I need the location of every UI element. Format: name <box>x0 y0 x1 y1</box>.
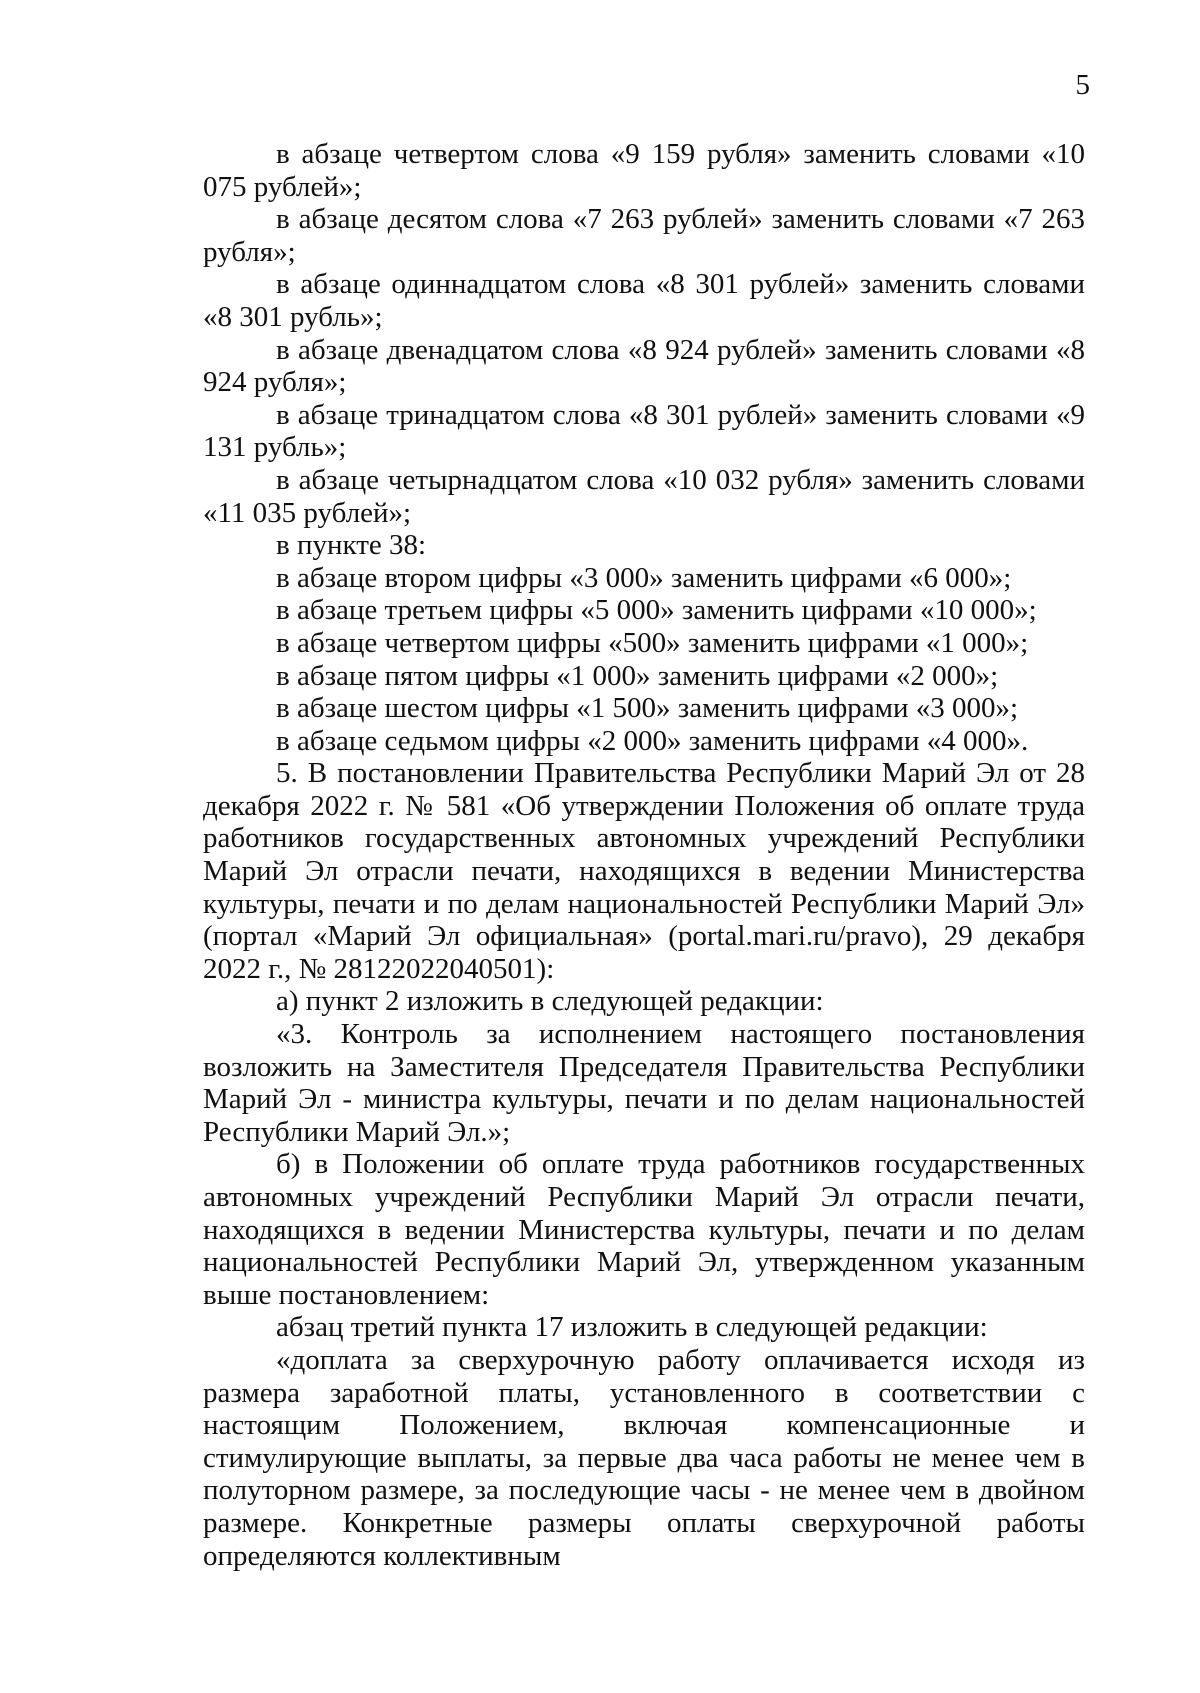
paragraph-abzac-12: в абзаце двенадцатом слова «8 924 рублей» заменить словами «8 924 рубля»; <box>203 333 1085 399</box>
paragraph-38-abzac-5: в абзаце пятом цифры «1 000» заменить цифрами «2 000»; <box>276 659 999 692</box>
paragraph-38-abzac-6: в абзаце шестом цифры «1 500» заменить цифрами «3 000»; <box>276 692 1019 725</box>
paragraph-punkt-17: абзац третий пункта 17 изложить в следующей редакции: <box>276 1311 988 1344</box>
paragraph-punkt-38: в пункте 38: <box>276 529 427 562</box>
paragraph-item-5b: б) в Положении об оплате труда работников государственных автономных учреждений Республики Марий Эл отрасли печати, находящихся в ведении Министерства культуры, печати и по делам национальностей Республики Марий Эл, утвержденном указанным выше постановлением: <box>203 1148 1085 1311</box>
paragraph-quote-overtime: «доплата за сверхурочную работу оплачивается исходя из размера заработной платы, установленного в соответствии с настоящим Положением, включая компенсационные и стимулирующие выплаты, за первые два часа работы не менее чем в полуторном размере, за последующие часы - не менее чем в двойном размере. Конкретные размеры оплаты сверхурочной работы определяются коллективным <box>203 1343 1085 1572</box>
paragraph-abzac-13: в абзаце тринадцатом слова «8 301 рублей» заменить словами «9 131 рубль»; <box>203 398 1085 464</box>
paragraph-38-abzac-4: в абзаце четвертом цифры «500» заменить цифрами «1 000»; <box>276 626 1029 659</box>
paragraph-abzac-4: в абзаце четвертом слова «9 159 рубля» заменить словами «10 075 рублей»; <box>203 138 1085 203</box>
paragraph-abzac-14: в абзаце четырнадцатом слова «10 032 рубля» заменить словами «11 035 рублей»; <box>203 463 1085 529</box>
paragraph-item-5: 5. В постановлении Правительства Республики Марий Эл от 28 декабря 2022 г. № 581 «Об утверждении Положения об оплате труда работников государственных автономных учреждений Республики Марий Эл отрасли печати, находящихся в ведении Министерства культуры, печати и по делам национальностей Республики Марий Эл» (портал «Марий Эл официальная» (portal.mari.ru/pravo), 29 декабря 2022 г., № 28122022040501): <box>203 757 1085 985</box>
paragraph-38-abzac-2: в абзаце втором цифры «3 000» заменить цифрами «6 000»; <box>276 561 1012 594</box>
document-body <box>203 138 1085 1572</box>
paragraph-38-abzac-3: в абзаце третьем цифры «5 000» заменить цифрами «10 000»; <box>276 594 1037 627</box>
paragraph-abzac-10: в абзаце десятом слова «7 263 рублей» заменить словами «7 263 рубля»; <box>203 203 1085 268</box>
paragraph-abzac-11: в абзаце одиннадцатом слова «8 301 рублей» заменить словами «8 301 рубль»; <box>203 268 1085 333</box>
paragraph-item-5a: а) пункт 2 изложить в следующей редакции: <box>276 985 824 1018</box>
paragraph-38-abzac-7: в абзаце седьмом цифры «2 000» заменить цифрами «4 000». <box>276 724 1029 757</box>
paragraph-quote-control: «3. Контроль за исполнением настоящего постановления возложить на Заместителя Председателя Правительства Республики Марий Эл - министра культуры, печати и по делам национальностей Республики Марий Эл.»; <box>203 1018 1085 1148</box>
page-number: 5 <box>1075 69 1090 101</box>
